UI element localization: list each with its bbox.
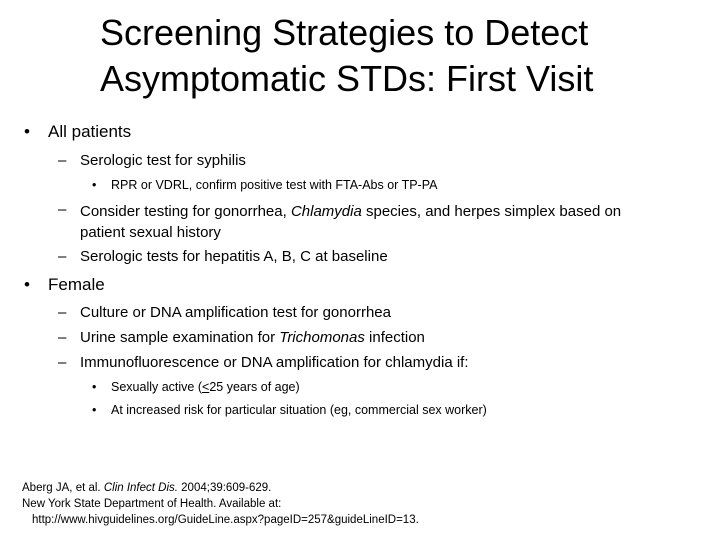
dash-gonorrhea: – bbox=[58, 304, 67, 321]
item-gonorrhea: Culture or DNA amplification test for gonorrhea bbox=[80, 304, 391, 321]
dash-consider-testing: – bbox=[58, 201, 67, 218]
less-than-or-equal-symbol: < bbox=[202, 380, 210, 394]
title-line-1: Screening Strategies to Detect bbox=[100, 12, 589, 53]
consider-testing-text-a: Consider testing for gonorrhea, bbox=[80, 203, 291, 220]
dash-trichomonas: – bbox=[58, 329, 67, 346]
chlamydia-italic: Chlamydia bbox=[290, 203, 362, 220]
trichomonas-text-c: infection bbox=[364, 329, 425, 346]
item-chlamydia-test: Immunofluorescence or DNA amplification for chlamydia if: bbox=[80, 354, 469, 371]
dash-hepatitis: – bbox=[58, 248, 67, 265]
trichomonas-italic: Trichomonas bbox=[279, 329, 365, 346]
item-syphilis-test: Serologic test for syphilis bbox=[80, 152, 246, 169]
reference-author: Aberg JA, et al. bbox=[22, 482, 104, 494]
bullet-increased-risk: • bbox=[92, 403, 97, 417]
item-trichomonas bbox=[80, 329, 425, 346]
reference-line-2: New York State Department of Health. Available at: bbox=[22, 498, 282, 510]
heading-all-patients: All patients bbox=[48, 122, 132, 141]
trichomonas-text-a: Urine sample examination for bbox=[80, 329, 280, 346]
reference-citation: 2004;39:609-629. bbox=[177, 482, 272, 494]
item-increased-risk: At increased risk for particular situation (eg, commercial sex worker) bbox=[111, 403, 487, 417]
dash-chlamydia: – bbox=[58, 354, 67, 371]
item-consider-testing bbox=[80, 201, 670, 243]
heading-female: Female bbox=[48, 275, 105, 294]
reference-url[interactable]: http://www.hivguidelines.org/GuideLine.aspx?pageID=257&guideLineID=13. bbox=[32, 514, 419, 526]
bullet-female: • bbox=[24, 275, 30, 294]
title-line-2: Asymptomatic STDs: First Visit bbox=[100, 58, 594, 99]
bullet-sexually-active: • bbox=[92, 380, 97, 394]
item-hepatitis: Serologic tests for hepatitis A, B, C at baseline bbox=[80, 248, 388, 265]
bullet-all-patients: • bbox=[24, 122, 30, 141]
sexually-active-text-c: 25 years of age) bbox=[209, 380, 300, 394]
item-sexually-active bbox=[111, 380, 300, 394]
dash-syphilis: – bbox=[58, 152, 67, 169]
slide-title bbox=[100, 10, 620, 102]
consider-testing-text-c: species, and herpes simplex based on patient sexual history bbox=[80, 203, 622, 241]
reference-journal: Clin Infect Dis. bbox=[103, 482, 178, 494]
bullet-rpr: • bbox=[92, 178, 97, 192]
reference-line-1 bbox=[22, 480, 419, 496]
item-rpr-vdrl: RPR or VDRL, confirm positive test with FTA-Abs or TP-PA bbox=[111, 178, 438, 192]
reference-block bbox=[22, 480, 419, 528]
sexually-active-text-a: Sexually active ( bbox=[111, 380, 203, 394]
